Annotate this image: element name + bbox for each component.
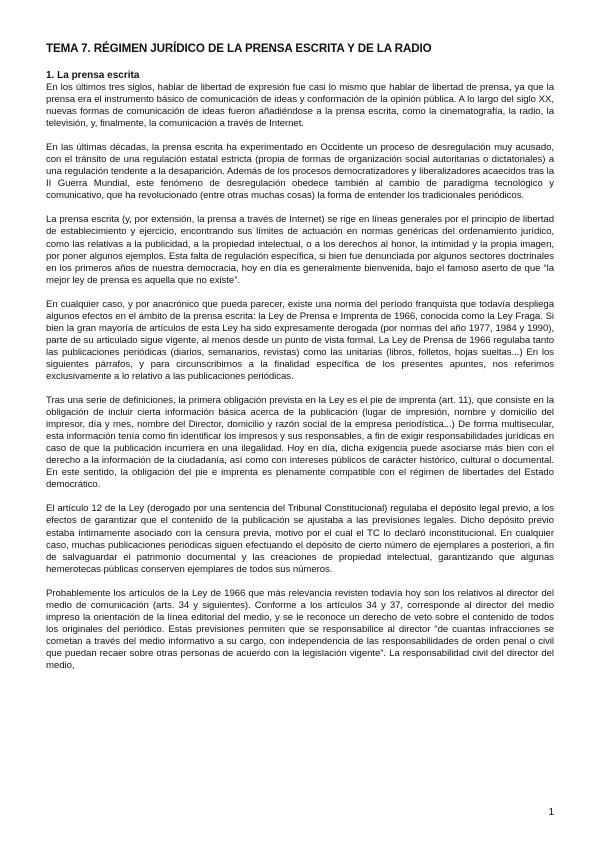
document-title: TEMA 7. RÉGIMEN JURÍDICO DE LA PRENSA ESCRITA Y DE LA RADIO <box>46 42 432 55</box>
section-title: 1. La prensa escrita <box>46 70 140 81</box>
paragraph-7: Probablemente los artículos de la Ley de 1966 que más relevancia revisten todavía hoy son los relativos al director del medio de comunicación (arts. 34 y siguientes). Conforme a los artículos 34 y 37, corresponde al director del medio impreso la orientación de la línea editorial del medio, y se le reconoce un derecho de veto sobre el contenido de todos los originales del periódico. Estas previsiones permiten que se responsabilice al director “de cuantas infracciones se cometan a través del medio informativo a su cargo, con independencia de las responsabilidades de orden penal o civil que puedan recaer sobre otras personas de acuerdo con la legislación vigente”. La responsabilidad civil del director del medio, <box>46 587 554 671</box>
paragraph-5: Tras una serie de definiciones, la primera obligación prevista en la Ley es el pie de imprenta (art. 11), que consiste en la obligación de incluir cierta información básica acerca de la publicación (lugar de impresión, nombre y domicilio del impresor, día y mes, nombre del Director, domicilio y razón social de la empresa periodística...) De forma multisecular, esta información tenía como fin identificar los impresos y sus responsables, a fin de exigir responsabilidades jurídicas en caso de que la publicación incurriera en una ilegalidad. Hoy en día, dicha exigencia puede asociarse más bien con el derecho a la información de la ciudadanía, así como con intereses públicos de carácter histórico, cultural o documental. En este sentido, la obligación del pie e imprenta es plenamente compatible con el régimen de libertades del Estado democrático. <box>46 395 554 491</box>
page-number: 1 <box>548 807 554 818</box>
paragraph-2: En las últimas décadas, la prensa escrita ha experimentado en Occidente un proceso de desregulación muy acusado, con el tránsito de una regulación estatal estricta (propia de formas de organización social autoritarias o dictatoriales) a una regulación tendente a la desaparición. Además de los procesos democratizadores y liberalizadores acaecidos tras la II Guerra Mundial, este fenómeno de desregulación obedece también al cambio de paradigma tecnológico y comunicativo, que ha revolucionado (entre otras muchas cosas) la forma de entender los tradicionales periódicos. <box>46 142 554 202</box>
paragraph-6: El artículo 12 de la Ley (derogado por una sentencia del Tribunal Constitucional) regulaba el depósito legal previo, a los efectos de garantizar que el contenido de la publicación se ajustaba a las previsiones legales. Dicho depósito previo estaba íntimamente asociado con la censura previa, motivo por el cual el TC lo declaró inconstitucional. En cualquier caso, muchas publicaciones periódicas siguen efectuando el depósito de cierto número de ejemplares a posteriori, a fin de salvaguardar el patrimonio documental y las creaciones de propiedad intelectual, garantizando que algunas hemerotecas públicas conserven ejemplares de todos sus números. <box>46 503 554 575</box>
paragraph-4: En cualquier caso, y por anacrónico que pueda parecer, existe una norma del período franquista que todavía despliega algunos efectos en el ámbito de la prensa escrita: la Ley de Prensa e Imprenta de 1966, conocida como la Ley Fraga. Si bien la gran mayoría de artículos de esta Ley ha sido expresamente derogada (por normas del año 1977, 1984 y 1990), parte de su articulado sigue vigente, al menos desde un punto de vista formal. La Ley de Prensa de 1966 regulaba tanto las publicaciones periódicas (diarios, semanarios, revistas) como las unitarias (libros, folletos, hojas sueltas...) En los siguientes párrafos, y para circunscribirnos a la finalidad específica de los presentes apuntes, nos referimos exclusivamente a lo relativo a las publicaciones periódicas. <box>46 298 554 382</box>
paragraph-3: La prensa escrita (y, por extensión, la prensa a través de Internet) se rige en líneas generales por el principio de libertad de establecimiento y ejercicio, encontrando sus límites de actuación en normas genéricas del ordenamiento jurídico, como las relativas a la publicidad, a la propiedad intelectual, o a los derechos al honor, la intimidad y la propia imagen, por poner algunos ejemplos. Esta falta de regulación específica, si bien fue denunciada por algunos sectores doctrinales en los primeros años de nuestra democracia, hoy en día es generalmente bienvenida, bajo el famoso aserto de que “la mejor ley de prensa es aquella que no existe”. <box>46 214 554 286</box>
paragraph-1: En los últimos tres siglos, hablar de libertad de expresión fue casi lo mismo que hablar de libertad de prensa, ya que la prensa era el instrumento básico de comunicación de ideas y conformación de la opinión pública. A lo largo del siglo XX, nuevas formas de comunicación de ideas fueron añadiéndose a la prensa escrita, como la cinematografía, la radio, la televisión, y, finalmente, la comunicación a través de Internet. <box>46 82 554 130</box>
